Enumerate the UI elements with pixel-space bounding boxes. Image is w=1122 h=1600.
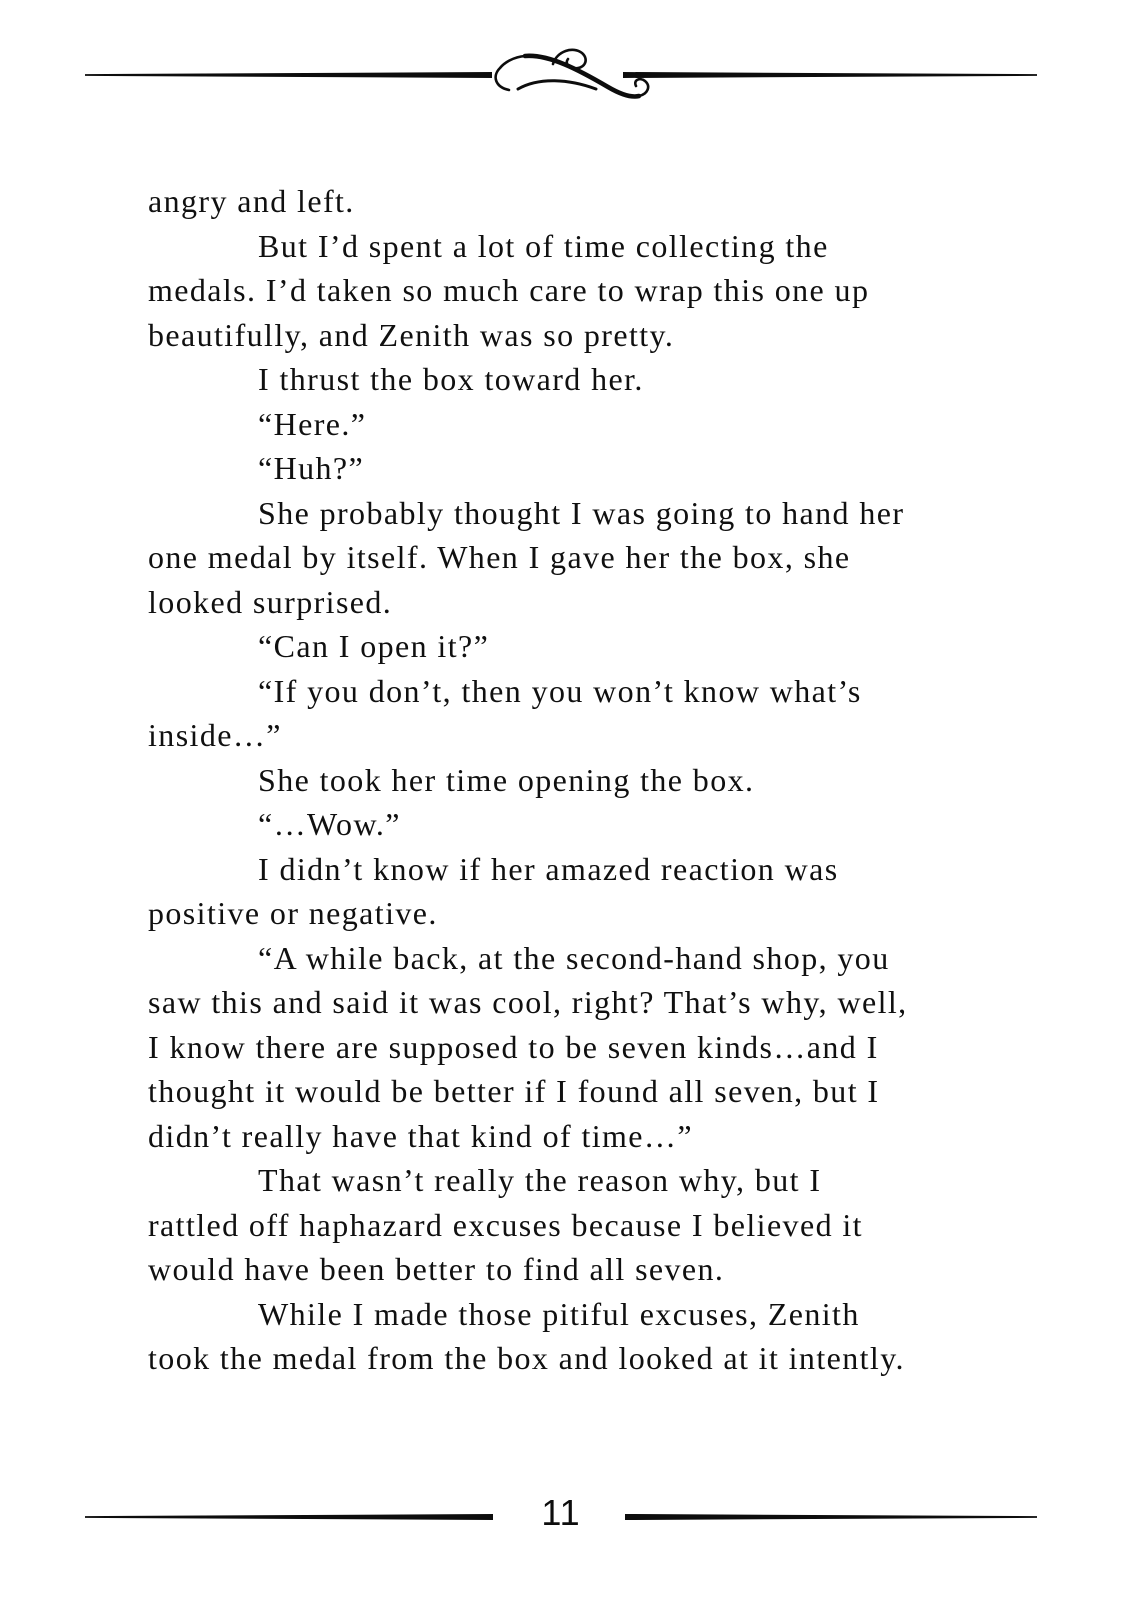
- paragraph: I thrust the box toward her.: [258, 361, 644, 397]
- paragraph: “Huh?”: [258, 450, 365, 486]
- page-number: 11: [541, 1492, 581, 1533]
- paragraph: But I’d spent a lot of time collecting the medals. I’d taken so much care to wrap this one up beautifully, and Zenith was so pretty.: [148, 227, 870, 353]
- paragraph: While I made those pitiful excuses, Zenith took the medal from the box and looked at it intently.: [148, 1295, 905, 1376]
- paragraph: “A while back, at the second-hand shop, you saw this and said it was cool, right? That’s why, well, I know there are supposed to be seven kinds…and I thought it would be better if I found all seven, but I didn’t really have that kind of time…”: [148, 939, 908, 1154]
- paragraph: “Can I open it?”: [258, 628, 490, 664]
- flourish-divider-icon: [85, 40, 1037, 120]
- paragraph: “…Wow.”: [258, 806, 401, 842]
- paragraph: She took her time opening the box.: [258, 761, 755, 798]
- paragraph: She probably thought I was going to hand her one medal by itself. When I gave her the box, she looked surprised.: [148, 494, 905, 620]
- page-text: [148, 179, 918, 1381]
- paragraph: I didn’t know if her amazed reaction was positive or negative.: [148, 850, 839, 931]
- paragraph: “If you don’t, then you won’t know what’s inside…”: [148, 672, 862, 753]
- paragraph: “Here.”: [258, 405, 367, 442]
- paragraph: That wasn’t really the reason why, but I rattled off haphazard excuses because I believed it would have been better to find all seven.: [148, 1162, 863, 1287]
- paragraph: angry and left.: [148, 183, 355, 219]
